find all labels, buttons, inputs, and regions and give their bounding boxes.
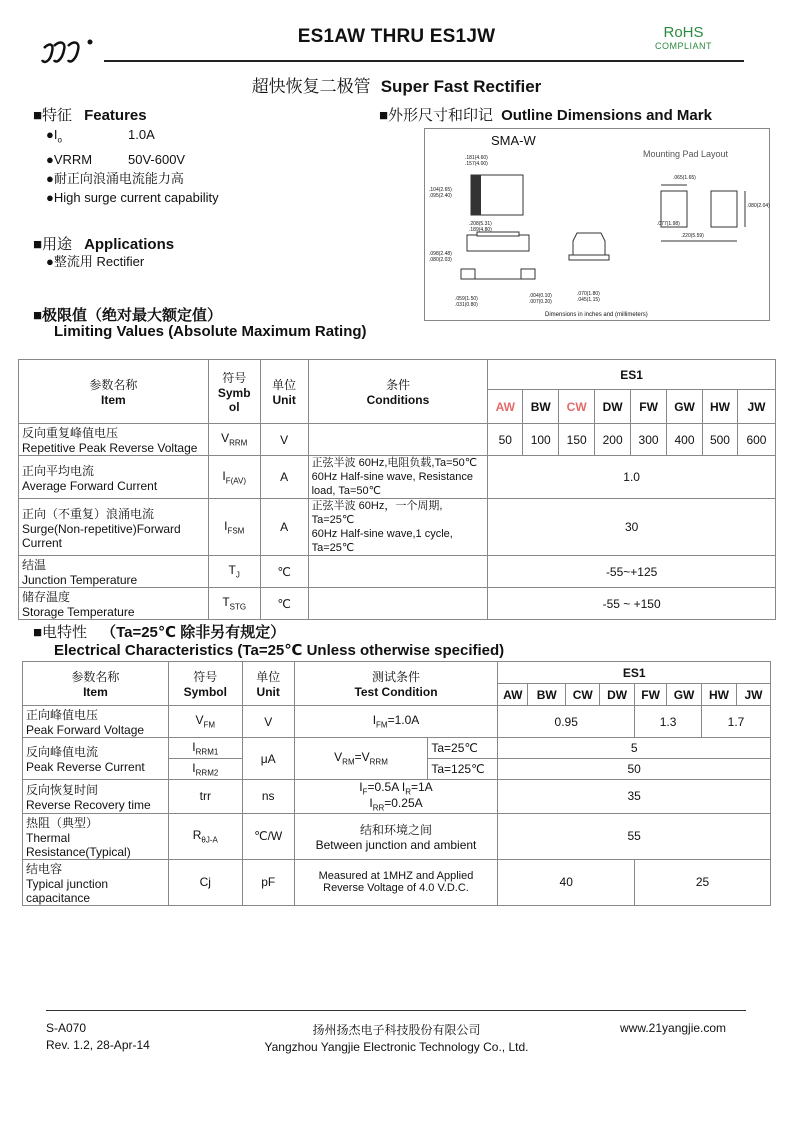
cj-symbol: Cj — [168, 859, 242, 905]
e-col-bw: BW — [528, 684, 566, 706]
if-symbol: $I_{F(AV)}$ — [208, 456, 260, 499]
col-dw: DW — [595, 390, 631, 424]
limiting-values-table — [18, 359, 776, 620]
e-col-jw: JW — [736, 684, 770, 706]
col-aw: AW — [488, 390, 523, 424]
feature-surge-cn: ●耐正向浪涌电流能力高 — [46, 170, 184, 186]
e-param-header: 参数名称 Item — [23, 662, 169, 706]
ifsm-conditions: 正弦半波 60Hz，一个周期, Ta=25℃ 60Hz Half-sine wave,1 cycle, Ta=25℃ — [308, 499, 488, 556]
tstg-conditions — [308, 588, 488, 620]
col-fw: FW — [631, 390, 667, 424]
vf-symbol: $V_{FM}$ — [168, 706, 242, 738]
tstg-value: -55 ~ +150 — [488, 588, 776, 620]
trr-condition: $I_F=0.5A$ $I_R=1A$ $I_{RR}=0.25A$ — [294, 780, 498, 814]
dim-004: .004(0.10) .007(0.20) — [529, 293, 552, 305]
package-name: SMA-W — [491, 133, 536, 148]
table-row — [23, 738, 771, 759]
footer-rule — [46, 1010, 746, 1011]
dim-065: .065(1.65) — [673, 175, 696, 181]
trr-item: 反向恢复时间 Reverse Recovery time — [23, 780, 169, 814]
features-title-en: Features — [84, 107, 147, 124]
ifsm-item: 正向（不重复）浪涌电流 Surge(Non-repetitive)Forward Current — [19, 499, 209, 556]
limiting-title-cn: ■极限值（绝对最大额定值） — [33, 307, 223, 324]
rth-condition: 结和环境之间 Between junction and ambient — [294, 813, 498, 859]
tj-item: 结温 Junction Temperature — [19, 556, 209, 588]
dims-note: Dimensions in inches and (millimeters) — [545, 312, 648, 318]
dim-059: .059(1.50) .031(0.80) — [455, 296, 478, 308]
electrical-table — [22, 661, 771, 906]
feature-vrrm: ●VRRM 50V-600V — [46, 151, 186, 167]
subtitle-cn: 超快恢复二极管 — [251, 77, 371, 96]
ifsm-symbol: $I_{FSM}$ — [208, 499, 260, 556]
table-header-row — [19, 360, 776, 390]
col-gw: GW — [667, 390, 703, 424]
tstg-item: 储存温度 Storage Temperature — [19, 588, 209, 620]
dim-208: .208(5.31) .189(4.80) — [469, 221, 492, 233]
ir-ta-25: Ta=25℃ — [428, 738, 498, 759]
document-title: ES1AW THRU ES1JW — [297, 26, 496, 47]
website-link[interactable]: www.21yangjie.com — [620, 1021, 727, 1035]
subtitle — [0, 72, 793, 97]
e-unit-header: 单位 Unit — [242, 662, 294, 706]
electrical-title-cn: ■电特性 （Ta=25℃ 除非另有规定） — [33, 624, 286, 641]
e-col-aw: AW — [498, 684, 528, 706]
table-header-row — [23, 662, 771, 684]
rohs-badge — [655, 24, 712, 52]
rth-unit: ℃/W — [242, 813, 294, 859]
table-row — [19, 556, 776, 588]
e-es1-header: ES1 — [498, 662, 771, 684]
ir-symbol-2: $I_{RRM2}$ — [168, 759, 242, 780]
vrrm-hw: 500 — [703, 424, 738, 456]
col-jw: JW — [737, 390, 775, 424]
dim-181: .181(4.60) .157(4.00) — [465, 155, 488, 167]
unit-header: 单位 Unit — [260, 360, 308, 424]
cj-unit: pF — [242, 859, 294, 905]
if-value: 1.0 — [488, 456, 776, 499]
trr-unit: ns — [242, 780, 294, 814]
dim-104: .104(2.65) .095(2.40) — [429, 187, 452, 199]
table-row — [19, 456, 776, 499]
param-header: 参数名称 Item — [19, 360, 209, 424]
cj-value-aw-dw: 40 — [498, 859, 635, 905]
table-row — [19, 424, 776, 456]
vf-value-fw-gw: 1.3 — [635, 706, 702, 738]
col-bw: BW — [523, 390, 559, 424]
e-cond-header: 测试条件 Test Condition — [294, 662, 498, 706]
trr-value: 35 — [498, 780, 771, 814]
vf-condition: $I_{FM}=1.0A$ — [294, 706, 498, 738]
vrrm-gw: 400 — [667, 424, 703, 456]
company-en: Yangzhou Yangjie Electronic Technology Co., Ltd. — [264, 1040, 529, 1054]
applications-title-en: Applications — [84, 236, 175, 253]
if-conditions: 正弦半波 60Hz,电阻负载,Ta=50℃ 60Hz Half-sine wave, Resistance load, Ta=50℃ — [308, 456, 488, 499]
ir-value-125: 50 — [498, 759, 771, 780]
feature-io: $●I_o$ 1.0A — [46, 127, 155, 145]
vrrm-bw: 100 — [523, 424, 559, 456]
vf-item: 正向峰值电压 Peak Forward Voltage — [23, 706, 169, 738]
dim-077: .077(1.98) — [657, 221, 680, 227]
company-cn: 扬州扬杰电子科技股份有限公司 — [312, 1023, 481, 1037]
rth-item: 热阻（典型） Thermal Resistance(Typical) — [23, 813, 169, 859]
cj-condition: Measured at 1MHZ and Applied Reverse Voltage of 4.0 V.D.C. — [294, 859, 498, 905]
electrical-title-en: Electrical Characteristics (Ta=25℃ Unless otherwise specified) — [54, 642, 505, 659]
mounting-label: Mounting Pad Layout — [643, 149, 729, 159]
ir-unit: μA — [242, 738, 294, 780]
cj-item: 结电容 Typical junction capacitance — [23, 859, 169, 905]
ifsm-unit: A — [260, 499, 308, 556]
tj-value: -55~+125 — [488, 556, 776, 588]
tstg-symbol: $T_{STG}$ — [208, 588, 260, 620]
vrrm-aw: 50 — [488, 424, 523, 456]
e-col-gw: GW — [667, 684, 702, 706]
features-title-cn: ■特征 — [33, 107, 73, 124]
ir-value-25: 5 — [498, 738, 771, 759]
applications-title — [33, 233, 174, 254]
ir-symbol-1: $I_{RRM1}$ — [168, 738, 242, 759]
table-row — [23, 706, 771, 738]
symbol-header: 符号 Symb ol — [208, 360, 260, 424]
rth-symbol: $R_{\theta J-A}$ — [168, 813, 242, 859]
applications-item: ●整流用 Rectifier — [46, 254, 145, 269]
table-row — [23, 859, 771, 905]
rohs-label: RoHS — [663, 24, 704, 41]
dim-098: .098(2.48) .080(2.03) — [429, 251, 452, 263]
table-row — [23, 780, 771, 814]
e-col-hw: HW — [702, 684, 737, 706]
outline-title-en: Outline Dimensions and Mark — [501, 107, 712, 124]
features-list — [46, 125, 406, 207]
cj-value-fw-jw: 25 — [635, 859, 771, 905]
ifsm-value: 30 — [488, 499, 776, 556]
vf-unit: V — [242, 706, 294, 738]
conditions-header: 条件 Conditions — [308, 360, 488, 424]
rth-value: 55 — [498, 813, 771, 859]
vrrm-item: 反向重复峰值电压 Repetitive Peak Reverse Voltage — [19, 424, 209, 456]
tstg-unit: ℃ — [260, 588, 308, 620]
applications-title-cn: ■用途 — [33, 236, 73, 253]
vf-value-aw-dw: 0.95 — [498, 706, 635, 738]
dim-070: .070(1.80) .045(1.15) — [577, 291, 600, 303]
ir-condition: $V_{RM}=V_{RRM}$ — [294, 738, 428, 780]
ir-item: 反向峰值电流 Peak Reverse Current — [23, 738, 169, 780]
outline-drawing — [424, 128, 770, 321]
rohs-compliant: COMPLIANT — [655, 41, 713, 51]
table-row — [19, 588, 776, 620]
if-item: 正向平均电流 Average Forward Current — [19, 456, 209, 499]
e-col-dw: DW — [600, 684, 635, 706]
e-col-cw: CW — [566, 684, 600, 706]
vrrm-unit: V — [260, 424, 308, 456]
ir-ta-125: Ta=125℃ — [428, 759, 498, 780]
table-row — [23, 813, 771, 859]
vrrm-conditions — [308, 424, 488, 456]
if-unit: A — [260, 456, 308, 499]
subtitle-en: Super Fast Rectifier — [380, 77, 542, 96]
vrrm-cw: 150 — [559, 424, 595, 456]
vrrm-fw: 300 — [631, 424, 667, 456]
header-rule — [104, 60, 744, 62]
revision: Rev. 1.2, 28-Apr-14 — [46, 1038, 150, 1052]
feature-surge-en: ●High surge current capability — [46, 189, 219, 205]
col-hw: HW — [703, 390, 738, 424]
table-row — [19, 499, 776, 556]
vf-value-hw-jw: 1.7 — [702, 706, 771, 738]
doc-code: S-A070 — [46, 1021, 87, 1035]
limiting-title-en: Limiting Values (Absolute Maximum Rating) — [54, 323, 367, 340]
col-cw: CW — [559, 390, 595, 424]
dim-220: .220(5.59) — [681, 233, 704, 239]
outline-title — [379, 104, 712, 125]
outline-title-cn: ■外形尺寸和印记 — [379, 107, 494, 124]
tj-conditions — [308, 556, 488, 588]
trr-symbol: trr — [168, 780, 242, 814]
dim-080: .080(2.04) — [747, 203, 770, 209]
e-symbol-header: 符号 Symbol — [168, 662, 242, 706]
vrrm-jw: 600 — [737, 424, 775, 456]
vrrm-symbol: $V_{RRM}$ — [208, 424, 260, 456]
tj-symbol: $T_J$ — [208, 556, 260, 588]
es1-group-header: ES1 — [488, 360, 776, 390]
features-title — [33, 104, 147, 125]
vrrm-dw: 200 — [595, 424, 631, 456]
e-col-fw: FW — [635, 684, 667, 706]
tj-unit: ℃ — [260, 556, 308, 588]
